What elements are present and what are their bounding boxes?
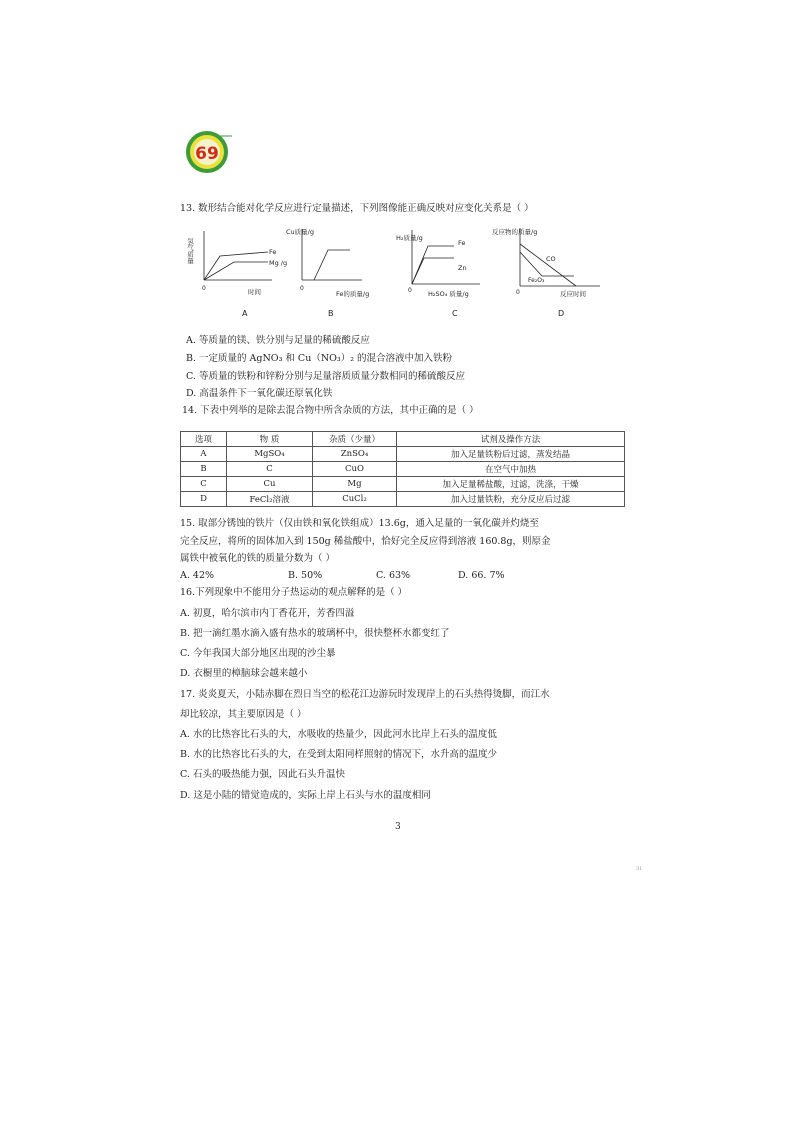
- q16-option-a: A. 初夏，哈尔滨市内丁香花开，芳香四溢: [180, 608, 355, 619]
- q15-line-2: 完全反应，将所的固体加入到 150g 稀盐酸中，恰好完全反应得到溶液 160.8g，则原金: [180, 536, 551, 547]
- table-cell: 加入足量铁粉后过滤，蒸发结晶: [397, 447, 625, 462]
- q13-option-b: B. 一定质量的 AgNO₃ 和 Cu（NO₃）₂ 的混合溶液中加入铁粉: [186, 353, 453, 364]
- graph-a-ylabel: 氢气质量: [186, 238, 194, 264]
- q13-option-a: A. 等质量的镁、铁分别与足量的稀硫酸反应: [186, 335, 370, 346]
- q13-graphs: [186, 226, 610, 326]
- table-cell: CuCl₂: [313, 492, 397, 507]
- graph-d: [492, 227, 600, 318]
- table-row: [181, 492, 625, 507]
- q16-stem: 16.下列现象中不能用分子热运动的观点解释的是（ ）: [180, 587, 408, 598]
- q17-option-c: C. 石头的吸热能力强，因此石头升温快: [180, 769, 345, 780]
- q15-line-1: 15. 取部分锈蚀的铁片（仅由铁和氧化铁组成）13.6g，通入足量的一氧化碳并灼烧至: [180, 518, 539, 529]
- graph-c-xlabel: H₂SO₄ 质量/g: [428, 290, 469, 298]
- table-cell: 加入足量稀盐酸，过滤，洗涤，干燥: [397, 477, 625, 492]
- page-number: 3: [395, 822, 401, 832]
- school-logo: [186, 130, 232, 176]
- graph-a-series-mg: Mg /g: [269, 259, 288, 267]
- table-cell: B: [181, 462, 227, 477]
- table-cell: A: [181, 447, 227, 462]
- table-header-cell: 选项: [181, 432, 227, 447]
- table-row: [181, 462, 625, 477]
- q14-stem: 14. 下表中列举的是除去混合物中所含杂质的方法，其中正确的是（ ）: [182, 405, 479, 416]
- table-cell: C: [181, 477, 227, 492]
- graph-a: [186, 231, 287, 318]
- table-cell: 在空气中加热: [397, 462, 625, 477]
- graph-d-caption: D: [558, 309, 565, 318]
- graph-c-ylabel: H₂质量/g: [396, 234, 423, 242]
- graph-b-xlabel: Fe的质量/g: [336, 290, 370, 298]
- table-cell: C: [227, 462, 313, 477]
- graph-d-origin: 0: [516, 289, 520, 296]
- graph-a-xlabel: 时间: [248, 288, 261, 296]
- q15-option-b: B. 50%: [288, 570, 323, 581]
- q16-option-c: C. 今年我国大部分地区出现的沙尘暴: [180, 648, 336, 659]
- q16-option-d: D. 衣橱里的樟脑球会越来越小: [180, 668, 308, 679]
- q15-option-a: A. 42%: [180, 570, 215, 581]
- graph-d-ylabel: 反应物的质量/g: [492, 228, 538, 236]
- table-cell: FeCl₂溶液: [227, 492, 313, 507]
- graph-d-series-co: CO: [546, 255, 556, 263]
- graph-d-xlabel: 反应时间: [560, 290, 586, 298]
- q13-stem: 13. 数形结合能对化学反应进行定量描述，下列图像能正确反映对应变化关系是（ ）: [180, 203, 534, 214]
- table-header-cell: 杂质（少量）: [313, 432, 397, 447]
- table-cell: CuO: [313, 462, 397, 477]
- q14-table: [180, 431, 625, 507]
- graph-b-caption: B: [328, 309, 334, 318]
- q17-option-a: A. 水的比热容比石头的大，水吸收的热量少，因此河水比岸上石头的温度低: [180, 729, 497, 740]
- table-cell: D: [181, 492, 227, 507]
- graph-b-origin: 0: [300, 285, 304, 292]
- q15-line-3: 属铁中被氧化的铁的质量分数为（ ）: [180, 553, 336, 564]
- graph-d-series-fe2o3: Fe₂O₃: [528, 277, 545, 284]
- table-cell: MgSO₄: [227, 447, 313, 462]
- q15-option-c: C. 63%: [376, 570, 411, 581]
- q17-line-2: 却比较凉，其主要原因是（ ）: [180, 709, 307, 720]
- graph-c-origin: 0: [408, 287, 412, 294]
- graph-a-caption: A: [242, 309, 248, 318]
- table-cell: 加入过量铁粉，充分反应后过滤: [397, 492, 625, 507]
- q17-option-b: B. 水的比热容比石头的大，在受到太阳同样照射的情况下，水升高的温度少: [180, 749, 498, 760]
- table-row: [181, 447, 625, 462]
- margin-mark: 31: [636, 866, 643, 872]
- graph-c: [396, 230, 480, 318]
- graph-b: [286, 227, 369, 318]
- table-header-cell: 物 质: [227, 432, 313, 447]
- graph-a-origin: 0: [202, 285, 206, 292]
- q13-option-d: D. 高温条件下一氧化碳还原氧化铁: [186, 388, 333, 399]
- table-row: [181, 477, 625, 492]
- graph-c-caption: C: [452, 309, 458, 318]
- q17-option-d: D. 这是小陆的错觉造成的，实际上岸上石头与水的温度相同: [180, 790, 431, 801]
- table-cell: Mg: [313, 477, 397, 492]
- q13-option-c: C. 等质量的铁粉和锌粉分别与足量溶质质量分数相同的稀硫酸反应: [186, 371, 465, 382]
- svg-text:69: 69: [195, 144, 219, 164]
- graph-b-ylabel: Cu质量/g: [286, 228, 314, 236]
- graph-a-series-fe: Fe: [269, 248, 277, 256]
- table-cell: ZnSO₄: [313, 447, 397, 462]
- table-cell: Cu: [227, 477, 313, 492]
- q17-line-1: 17. 炎炎夏天，小陆赤脚在烈日当空的松花江边游玩时发现岸上的石头热得烫脚，而江水: [180, 689, 550, 700]
- graph-c-series-fe: Fe: [458, 239, 466, 247]
- q15-option-d: D. 66. 7%: [458, 570, 505, 581]
- q16-option-b: B. 把一滴红墨水滴入盛有热水的玻璃杯中，很快整杯水都变红了: [180, 628, 450, 639]
- graph-c-series-zn: Zn: [458, 264, 467, 272]
- table-header-row: [181, 432, 625, 447]
- table-header-cell: 试剂及操作方法: [397, 432, 625, 447]
